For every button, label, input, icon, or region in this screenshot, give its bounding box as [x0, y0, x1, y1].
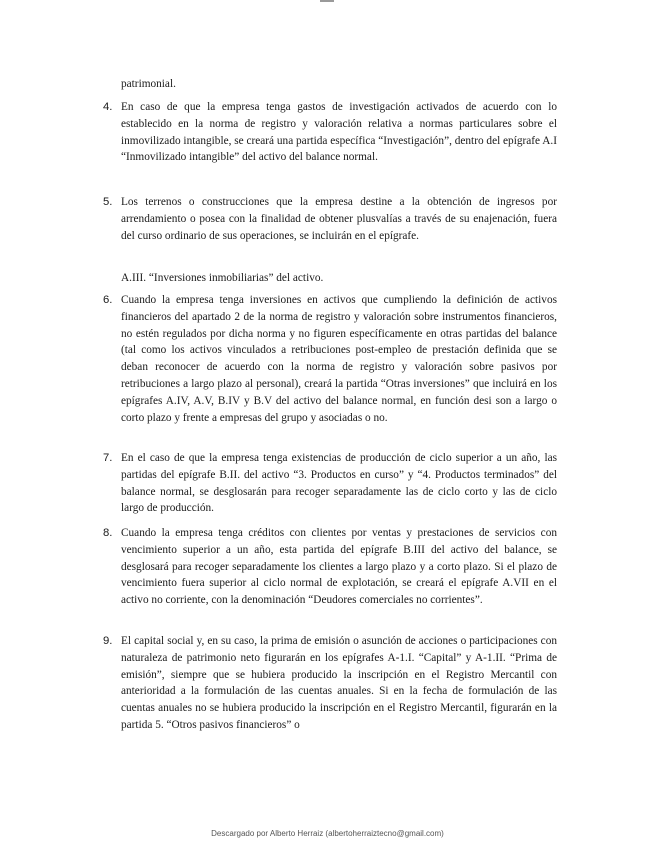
list-item-9 — [103, 633, 557, 734]
list-item-6 — [103, 292, 557, 426]
list-item-4 — [103, 99, 557, 166]
list-item-number: 6. — [103, 294, 113, 306]
list-item-number: 4. — [103, 101, 113, 113]
list-item-number: 7. — [103, 452, 113, 464]
list-item-text: Cuando la empresa tenga inversiones en activos que cumpliendo la definición de activos financieros del apartado 2 de la norma de registro y valoración sobre instrumentos financieros, no estén regulados por dicha norma y no figuren específicamente en otras partidas del balance (tal como los activos vinculados a retribuciones post-empleo de prestación definida que se deban reconocer de acuerdo con la norma de registro y valoración sobre pasivos por retribuciones a largo plazo al personal), creará la partida “Otras inversiones” que incluirá en los epígrafes A.IV, A.V, B.IV y B.V del activo del balance normal, en función desi son a largo o corto plazo y frente a empresas del grupo y asociadas o no. — [121, 294, 557, 424]
continuation-text: patrimonial. — [121, 78, 176, 90]
list-item-text: El capital social y, en su caso, la prima de emisión o asunción de acciones o participaciones con naturaleza de patrimonio neto figurarán en los epígrafes A-1.I. “Capital” y A-1.II. “Prima de emisión”, siempre que se hubiera producido la inscripción en el Registro Mercantil con anterioridad a la formulación de las cuentas anuales. Si en la fecha de formulación de las cuentas anuales no se hubiera producido la inscripción en el Registro Mercantil, figurarán en la partida 5. “Otros pasivos financieros” o — [121, 635, 557, 731]
list-item-number: 9. — [103, 635, 113, 647]
page-top-mark — [320, 0, 334, 2]
list-item-text: Los terrenos o construcciones que la empresa destine a la obtención de ingresos por arrendamiento o posea con la finalidad de obtener plusvalías a través de su enajenación, fuera del curso ordinario de sus operaciones, se incluirán en el epígrafe. — [121, 196, 557, 242]
list-item-8 — [103, 525, 557, 609]
list-item-text: Cuando la empresa tenga créditos con clientes por ventas y prestaciones de servicios con vencimiento superior a un año, esta partida del epígrafe B.III del activo del balance, se desglosará para recoger separadamente los clientes a largo plazo y a corto plazo. Si el plazo de vencimiento fuera superior al ciclo normal de explotación, se creará el epígrafe A.VII en el activo no corriente, con la denominación “Deudores comerciales no corrientes”. — [121, 527, 557, 607]
list-item-5-continuation — [121, 270, 557, 287]
list-item-number: 8. — [103, 527, 113, 539]
continuation-paragraph — [121, 76, 557, 93]
list-item-7 — [103, 450, 557, 517]
list-item-5 — [103, 194, 557, 244]
list-item-text: En el caso de que la empresa tenga existencias de producción de ciclo superior a un año, las partidas del epígrafe B.II. del activo “3. Productos en curso” y “4. Productos terminados” del balance normal, se desglosarán para recoger separadamente las de ciclo corto y las de ciclo largo de producción. — [121, 452, 557, 515]
download-footer: Descargado por Alberto Herraiz (albertoherraiztecno@gmail.com) — [211, 829, 444, 838]
list-item-text: A.III. “Inversiones inmobiliarias” del activo. — [121, 272, 324, 284]
list-item-text: En caso de que la empresa tenga gastos de investigación activados de acuerdo con lo establecido en la norma de registro y valoración relativa a normas particulares sobre el inmovilizado intangible, se creará una partida específica “Investigación”, dentro del epígrafe A.I “Inmovilizado intangible” del activo del balance normal. — [121, 101, 557, 164]
list-item-number: 5. — [103, 196, 113, 208]
